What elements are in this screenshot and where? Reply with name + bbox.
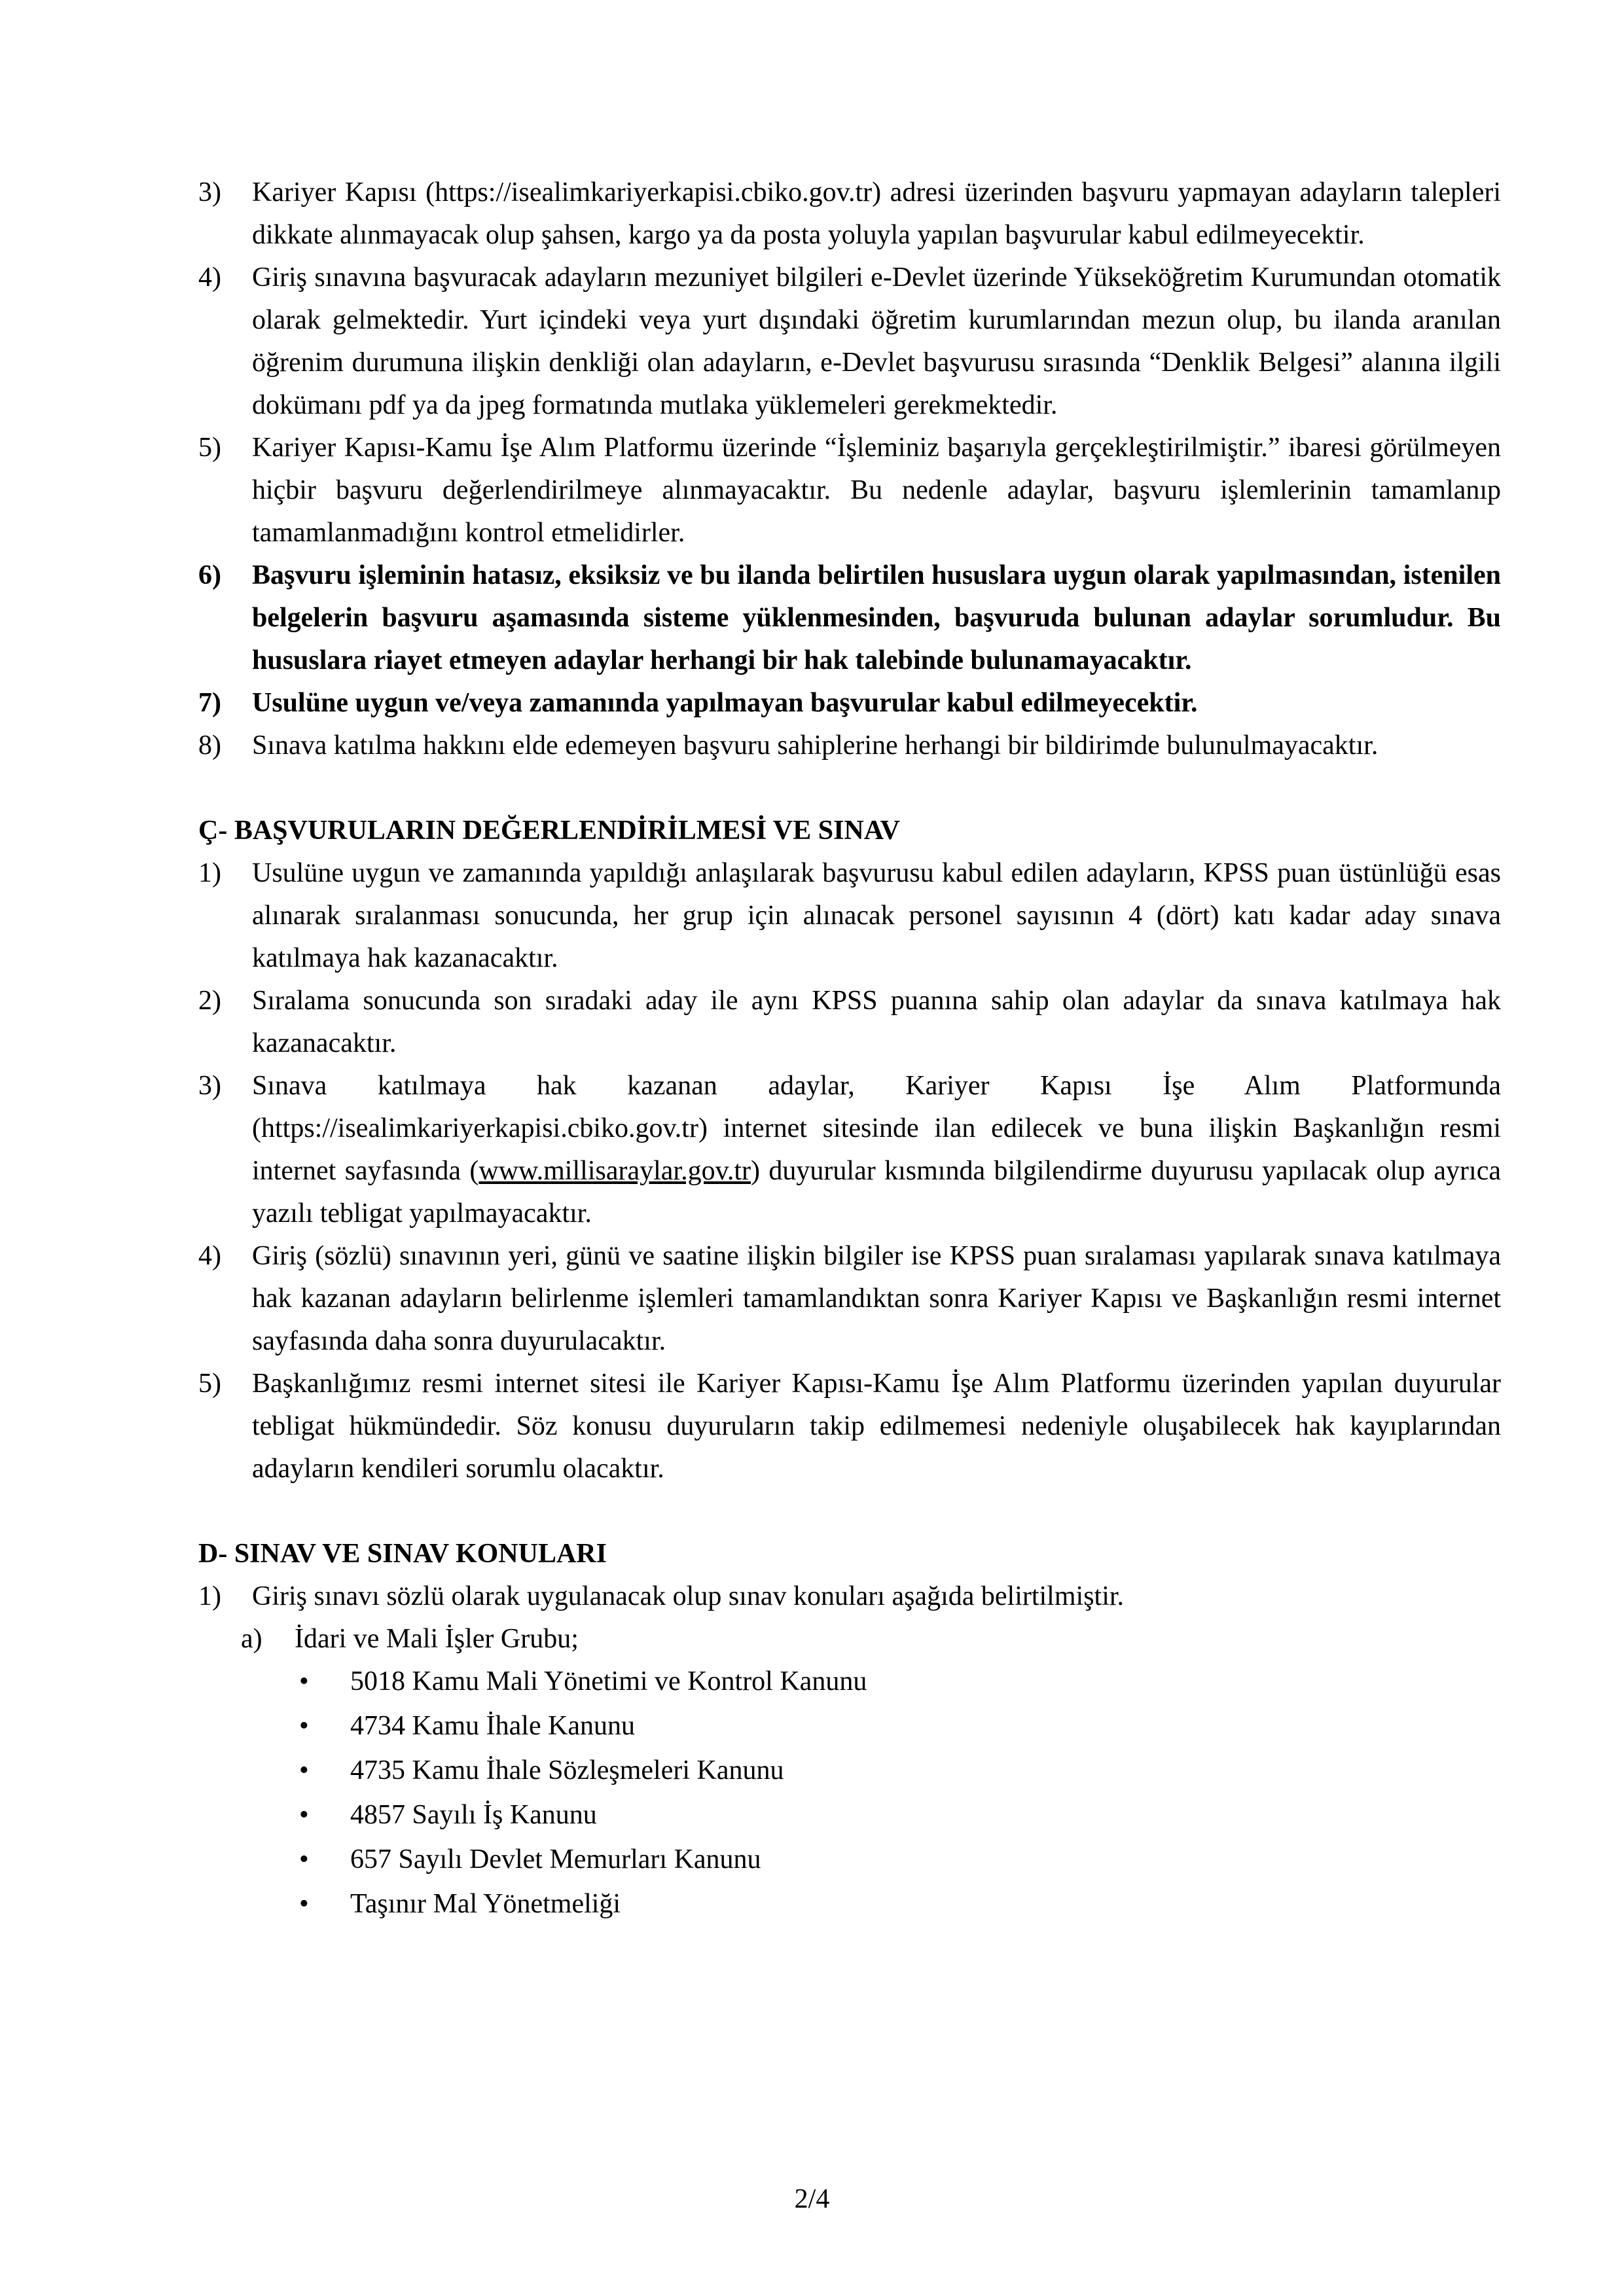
list-item <box>198 980 1501 1065</box>
exam-topics-list <box>198 1575 1501 1618</box>
section-heading-evaluation: Ç- BAŞVURULARIN DEĞERLENDİRİLMESİ VE SINAV <box>198 816 901 846</box>
item-text: Sınava katılma hakkını elde edemeyen başvuru sahiplerine herhangi bir bildirimde bulunulmayacaktır. <box>252 730 1379 761</box>
item-text: Kariyer Kapısı (https://isealimkariyerkapisi.cbiko.gov.tr) adresi üzerinden başvuru yapmayan adayların talepleri dikkate alınmayacak olup şahsen, kargo ya da posta yoluyla yapılan başvurular kabul edilmeyecektir. <box>252 177 1501 250</box>
item-number: 2) <box>198 986 221 1016</box>
bullet-icon: • <box>299 1889 309 1919</box>
item-text: Giriş sınavına başvuracak adayların mezuniyet bilgileri e-Devlet üzerinde Yükseköğretim Kurumundan otomatik olarak gelmektedir. Yurt içindeki veya yurt dışındaki öğretim kurumlarından mezun olup, bu ilanda aranılan öğrenim durumuna ilişkin denkliği olan adayların, e-Devlet başvurusu sırasında “Denklik Belgesi” alanına ilgili dokümanı pdf ya da jpeg formatında mutlaka yüklemeleri gerekmektedir. <box>252 262 1501 420</box>
list-item <box>198 725 1501 767</box>
evaluation-list <box>198 852 1501 1490</box>
list-item <box>198 852 1501 980</box>
item-text: Sıralama sonucunda son sıradaki aday ile aynı KPSS puanına sahip olan adaylar da sınava katılmaya hak kazanacaktır. <box>252 986 1501 1058</box>
item-text: Başkanlığımız resmi internet sitesi ile Kariyer Kapısı-Kamu İşe Alım Platformu üzerinden yapılan duyurular tebligat hükmündedir. Söz konusu duyuruların takip edilmemesi nedeniyle oluşabilecek hak kayıplarından adayların kendileri sorumlu olacaktır. <box>252 1369 1501 1484</box>
section-heading-exam-topics: D- SINAV VE SINAV KONULARI <box>198 1539 607 1569</box>
item-text: Giriş (sözlü) sınavının yeri, günü ve saatine ilişkin bilgiler ise KPSS puan sıralaması yapılarak sınava katılmaya hak kazanan adayların belirlenme işlemleri tamamlandıktan sonra Kariyer Kapısı ve Başkanlığın resmi internet sayfasında daha sonra duyurulacaktır. <box>252 1241 1501 1356</box>
sub-item-admin-finance <box>198 1618 1501 1660</box>
bullet-icon: • <box>299 1755 309 1785</box>
list-item <box>198 1235 1501 1363</box>
list-item <box>198 1065 1501 1235</box>
item-number: 3) <box>198 177 221 207</box>
list-item <box>198 1575 1501 1618</box>
sub-item-letter: a) <box>241 1624 262 1654</box>
bullet-icon: • <box>299 1844 309 1874</box>
list-item-bold <box>198 682 1501 725</box>
bullet-text: 4735 Kamu İhale Sözleşmeleri Kanunu <box>350 1755 784 1785</box>
item-number: 6) <box>198 560 221 590</box>
item-text: Usulüne uygun ve/veya zamanında yapılmayan başvurular kabul edilmeyecektir. <box>252 688 1198 718</box>
item-text: Başvuru işleminin hatasız, eksiksiz ve bu ilanda belirtilen hususlara uygun olarak yapılmasından, istenilen belgelerin başvuru aşamasında sisteme yüklenmesinden, başvuruda bulunan adaylar sorumludur. Bu hususlara riayet etmeyen adaylar herhangi bir hak talebinde bulunamayacaktır. <box>252 560 1501 675</box>
page-content <box>198 171 1501 1928</box>
bullet-item <box>198 1883 1501 1928</box>
item-number: 1) <box>198 858 221 888</box>
bullet-icon: • <box>299 1666 309 1696</box>
bullet-text: 5018 Kamu Mali Yönetimi ve Kontrol Kanunu <box>350 1666 867 1696</box>
item-number: 7) <box>198 688 221 718</box>
item-number: 3) <box>198 1071 221 1101</box>
bullet-icon: • <box>299 1800 309 1830</box>
bullet-item <box>198 1660 1501 1705</box>
item-text: Kariyer Kapısı-Kamu İşe Alım Platformu üzerinde “İşleminiz başarıyla gerçekleştirilmiştir.” ibaresi görülmeyen hiçbir başvuru değerlendirilmeye alınmayacaktır. Bu nedenle adaylar, başvuru işlemlerinin tamamlanıp tamamlanmadığını kontrol etmelidirler. <box>252 433 1501 548</box>
item-text-before-link: Sınava katılmaya hak kazanan adaylar, Kariyer Kapısı İşe Alım Platformunda (https://isealimkariyerkapisi.cbiko.gov.tr) internet sitesinde ilan edilecek ve buna ilişkin Başkanlığın resmi internet sayfasında ( <box>252 1071 1501 1186</box>
website-link[interactable]: www.millisaraylar.gov.tr <box>478 1156 751 1186</box>
bullet-item <box>198 1749 1501 1794</box>
bullet-text: 4857 Sayılı İş Kanunu <box>350 1800 597 1830</box>
bullet-item <box>198 1705 1501 1749</box>
bullet-text: 657 Sayılı Devlet Memurları Kanunu <box>350 1844 761 1874</box>
item-number: 5) <box>198 433 221 463</box>
list-item <box>198 171 1501 257</box>
list-item <box>198 427 1501 554</box>
bullet-text: Taşınır Mal Yönetmeliği <box>350 1889 621 1919</box>
list-item <box>198 257 1501 427</box>
exam-topic-bullets <box>198 1660 1501 1928</box>
sub-item-text: İdari ve Mali İşler Grubu; <box>295 1624 579 1654</box>
item-text: Usulüne uygun ve zamanında yapıldığı anlaşılarak başvurusu kabul edilen adayların, KPSS puan üstünlüğü esas alınarak sıralanması sonucunda, her grup için alınacak personel sayısının 4 (dört) katı kadar aday sınava katılmaya hak kazanacaktır. <box>252 858 1501 973</box>
bullet-text: 4734 Kamu İhale Kanunu <box>350 1711 636 1741</box>
page-number: 2/4 <box>794 2184 830 2214</box>
item-number: 4) <box>198 1241 221 1271</box>
item-text-after-link: ) duyurular kısmında bilgilendirme duyurusu yapılacak olup ayrıca yazılı tebligat yapılmayacaktır. <box>252 1156 1501 1229</box>
item-text: Giriş sınavı sözlü olarak uygulanacak olup sınav konuları aşağıda belirtilmiştir. <box>252 1581 1125 1611</box>
application-rules-list <box>198 171 1501 767</box>
item-number: 5) <box>198 1369 221 1399</box>
bullet-icon: • <box>299 1711 309 1741</box>
bullet-item <box>198 1794 1501 1839</box>
list-item-bold <box>198 554 1501 682</box>
bullet-item <box>198 1839 1501 1883</box>
item-number: 4) <box>198 262 221 293</box>
item-number: 8) <box>198 730 221 761</box>
item-number: 1) <box>198 1581 221 1611</box>
list-item <box>198 1363 1501 1490</box>
